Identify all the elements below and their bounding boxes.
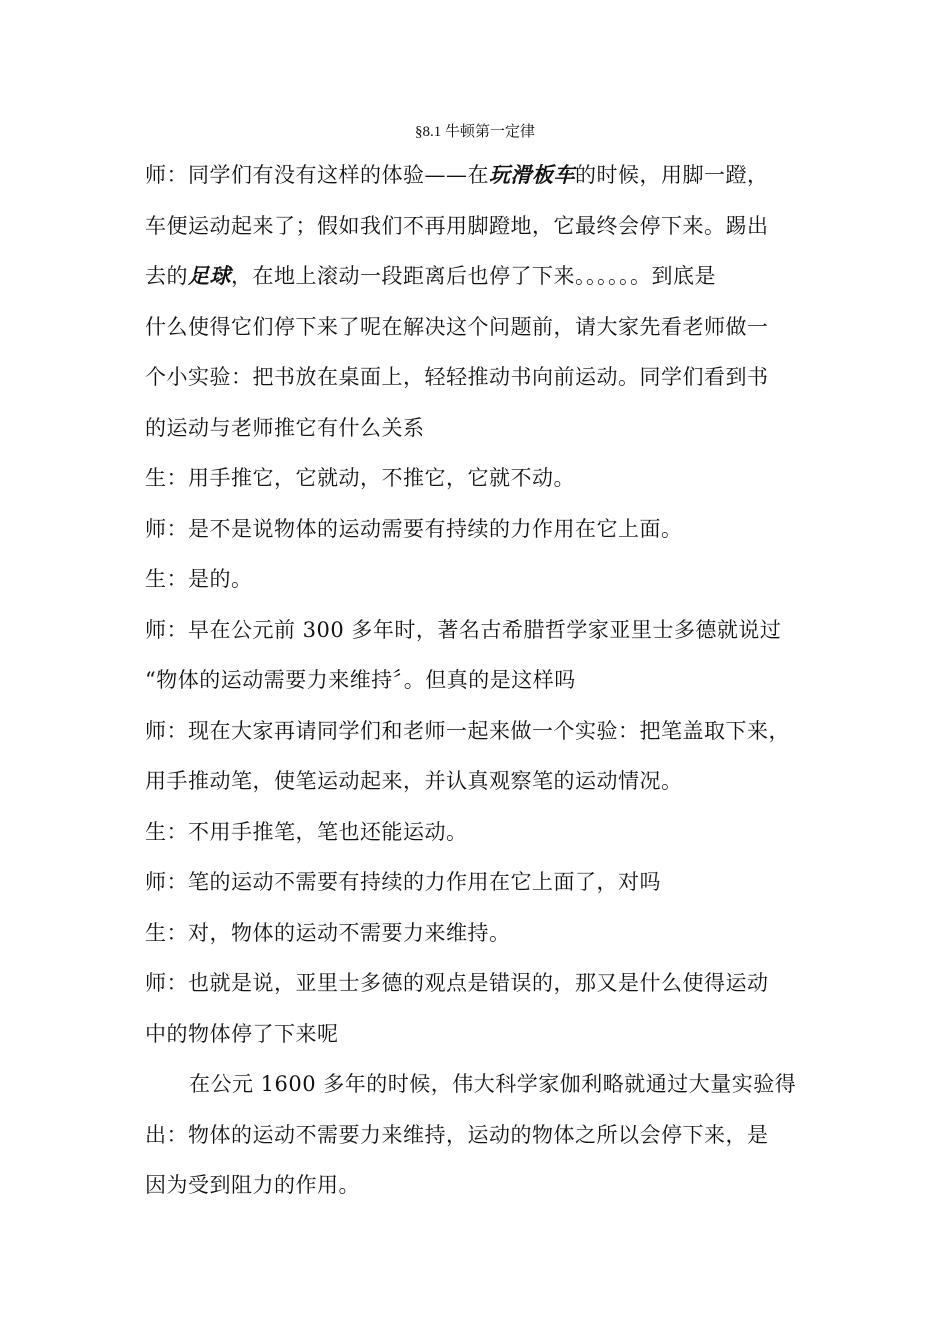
text-line bbox=[145, 908, 835, 959]
text-line bbox=[145, 958, 835, 1009]
text-segment: 的运动与老师推它有什么关系 bbox=[145, 415, 425, 440]
text-segment: 去的 bbox=[145, 264, 188, 288]
text-line bbox=[145, 1110, 835, 1161]
text-line bbox=[145, 403, 835, 454]
text-line bbox=[145, 352, 835, 403]
text-line bbox=[145, 1160, 835, 1211]
document-body bbox=[145, 150, 835, 1211]
paragraph bbox=[145, 706, 835, 807]
text-line bbox=[145, 554, 835, 605]
text-segment: 什么使得它们停下来了呢在解决这个问题前，请大家先看老师做一 bbox=[145, 314, 769, 339]
text-line bbox=[145, 302, 835, 353]
text-segment: 生：是的。 bbox=[145, 567, 253, 591]
paragraph bbox=[145, 554, 835, 605]
page-title: §8.1 牛顿第一定律 bbox=[414, 124, 535, 140]
text-segment: 因为受到阻力的作用。 bbox=[145, 1173, 360, 1197]
text-line bbox=[145, 756, 835, 807]
text-segment: 车便运动起来了；假如我们不再用脚蹬地，它最终会停下来。踢出 bbox=[145, 213, 769, 238]
text-line bbox=[145, 150, 835, 201]
text-segment: 师：笔的运动不需要有持续的力作用在它上面了，对吗 bbox=[145, 870, 661, 894]
text-segment: 在公元 1600 多年的时候，伟大科学家伽利略就通过大量实验得 bbox=[189, 1072, 797, 1096]
text-segment: ，在地上滚动一段距离后也停了下来。。。。。。到底是 bbox=[231, 264, 716, 288]
text-segment: 用手推动笔，使笔运动起来，并认真观察笔的运动情况。 bbox=[145, 769, 683, 793]
paragraph bbox=[145, 807, 835, 858]
text-line bbox=[145, 453, 835, 504]
text-segment: 出：物体的运动不需要力来维持，运动的物体之所以会停下来，是 bbox=[145, 1122, 769, 1147]
text-segment: 生：用手推它，它就动，不推它，它就不动。 bbox=[145, 466, 575, 490]
text-segment: 个小实验：把书放在桌面上，轻轻推动书向前运动。同学们看到书 bbox=[145, 365, 769, 389]
text-line bbox=[145, 605, 835, 656]
paragraph bbox=[145, 1059, 835, 1211]
paragraph bbox=[145, 857, 835, 908]
text-line bbox=[145, 201, 835, 252]
text-line bbox=[145, 1059, 835, 1110]
text-segment: 生：对，物体的运动不需要力来维持。 bbox=[145, 920, 511, 945]
emphasized-text: 足球 bbox=[188, 263, 231, 288]
paragraph bbox=[145, 150, 835, 453]
text-line bbox=[145, 1009, 835, 1060]
paragraph bbox=[145, 504, 835, 555]
text-segment: 的时候，用脚一蹬， bbox=[575, 163, 769, 187]
text-segment: 师：现在大家再请同学们和老师一起来做一个实验：把笔盖取下来， bbox=[145, 718, 790, 743]
text-line bbox=[145, 251, 835, 302]
text-segment: “物体的运动需要力来维持〞。但真的是这样吗 bbox=[145, 668, 576, 692]
text-segment: 师：早在公元前 300 多年时，著名古希腊哲学家亚里士多德就说过 bbox=[145, 617, 782, 642]
text-line bbox=[145, 857, 835, 908]
text-line bbox=[145, 706, 835, 757]
text-segment: 中的物体停了下来呢 bbox=[145, 1021, 339, 1046]
text-segment: 师：是不是说物体的运动需要有持续的力作用在它上面。 bbox=[145, 516, 683, 541]
text-line bbox=[145, 655, 835, 706]
emphasized-text: 玩滑板车 bbox=[489, 162, 575, 187]
text-segment: 师：同学们有没有这样的体验——在 bbox=[145, 163, 489, 187]
text-segment: 生：不用手推笔，笔也还能运动。 bbox=[145, 819, 468, 844]
text-segment: 师：也就是说，亚里士多德的观点是错误的，那又是什么使得运动 bbox=[145, 971, 769, 995]
paragraph bbox=[145, 453, 835, 504]
paragraph bbox=[145, 605, 835, 706]
text-line bbox=[145, 807, 835, 858]
text-line bbox=[145, 504, 835, 555]
paragraph bbox=[145, 958, 835, 1059]
paragraph bbox=[145, 908, 835, 959]
